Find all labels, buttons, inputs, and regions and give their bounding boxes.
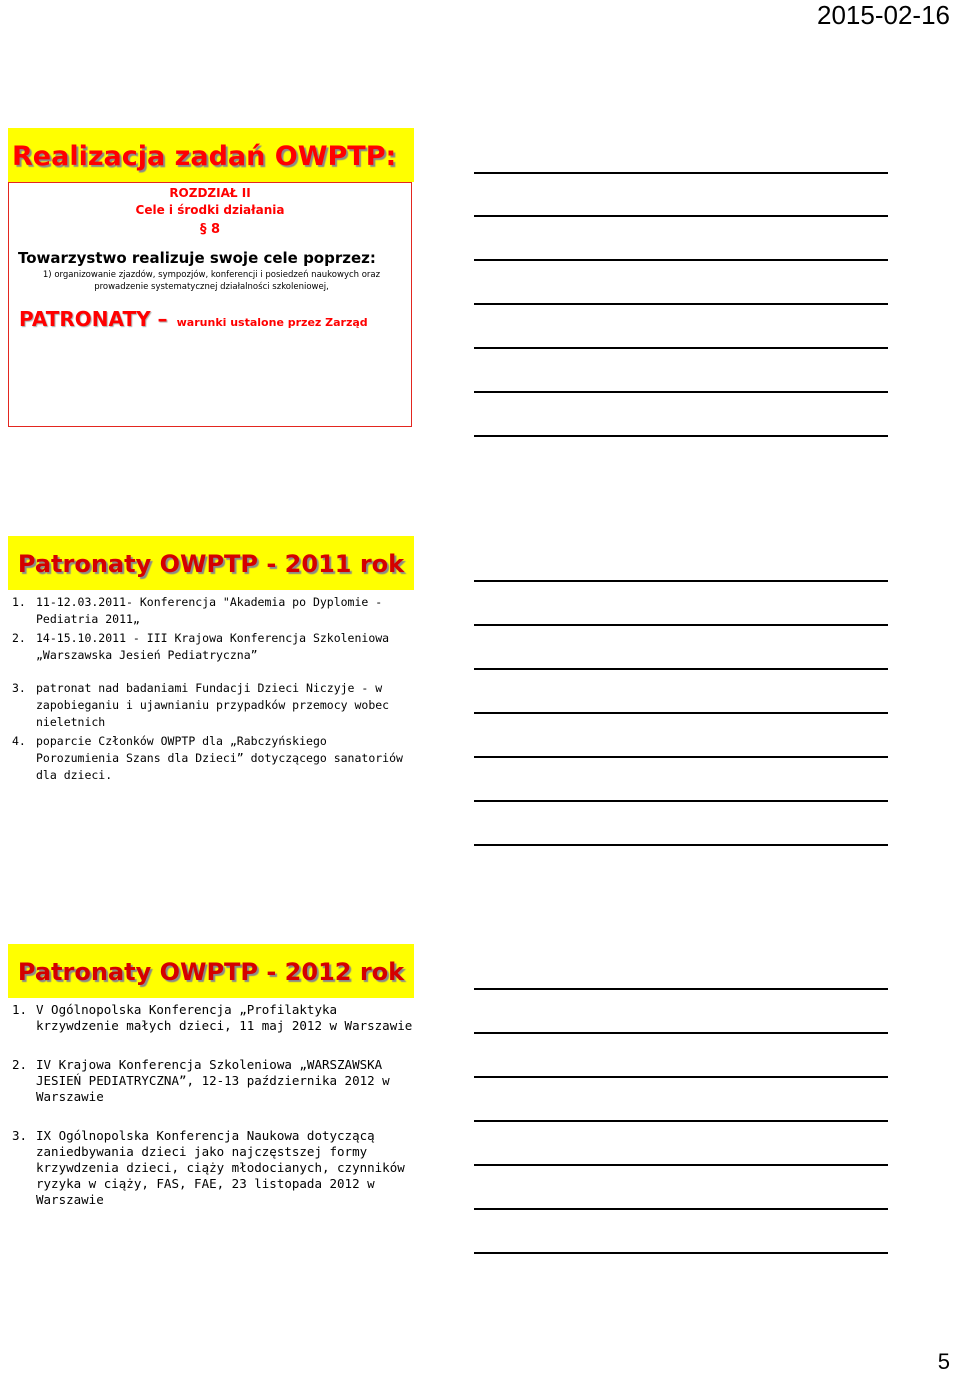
- note-line: [474, 1252, 888, 1254]
- chapter-heading: ROZDZIAŁ II: [169, 186, 251, 200]
- item-number: 3.: [12, 1128, 28, 1143]
- item-text: 11-12.03.2011- Konferencja "Akademia po Dyplomie - Pediatria 2011„: [36, 595, 383, 626]
- statute-item-line: prowadzenie systematycznej działalności szkoleniowej,: [94, 282, 329, 292]
- slide-patronaty-2012: [8, 944, 414, 1244]
- note-line: [474, 435, 888, 437]
- statute-item-line: 1) organizowanie zjazdów, sympozjów, konferencji i posiedzeń naukowych oraz: [42, 270, 381, 280]
- slide-content-box: [8, 182, 412, 427]
- note-line: [474, 668, 888, 670]
- item-text: IX Ogólnopolska Konferencja Naukowa dotyczącą zaniedbywania dzieci jako najczęstszej formy krzywdzenia dzieci, ciąży młodocianych, czynników ryzyka w ciąży, FAS, FAE, 23 listopada 2012 w Warszawie: [36, 1128, 405, 1207]
- list-item: [8, 1057, 414, 1105]
- note-line: [474, 712, 888, 714]
- patronaty-line: [19, 307, 411, 331]
- list-item: [8, 1002, 414, 1034]
- item-text: V Ogólnopolska Konferencja „Profilaktyka krzywdzenie małych dzieci, 11 maj 2012 w Warszawie: [36, 1002, 413, 1033]
- note-line: [474, 580, 888, 582]
- document-date: 2015-02-16: [817, 0, 950, 30]
- slide-title: Patronaty OWPTP - 2011 rok: [8, 536, 414, 590]
- patronaty-2012-list: [8, 1002, 414, 1231]
- note-line: [474, 844, 888, 846]
- list-item: [8, 733, 414, 784]
- item-number: 2.: [12, 1057, 28, 1072]
- note-line: [474, 303, 888, 305]
- note-line: [474, 624, 888, 626]
- paragraph-mark: § 8: [199, 222, 221, 237]
- note-line: [474, 347, 888, 349]
- list-item: [8, 1128, 414, 1208]
- slide-realizacja: [8, 128, 414, 428]
- slide-patronaty-2011: [8, 536, 414, 836]
- item-number: 3.: [12, 681, 26, 695]
- item-number: 1.: [12, 595, 26, 609]
- item-text: IV Krajowa Konferencja Szkoleniowa „WARSZAWSKA JESIEŃ PEDIATRYCZNA”, 12-13 października 2012 w Warszawie: [36, 1057, 390, 1104]
- page-number: 5: [937, 1349, 950, 1374]
- note-line: [474, 259, 888, 261]
- note-line: [474, 756, 888, 758]
- statute-heading: Towarzystwo realizuje swoje cele poprzez:: [18, 249, 376, 267]
- list-item: [8, 594, 414, 628]
- note-line: [474, 988, 888, 990]
- patronaty-2011-list: [8, 594, 414, 786]
- slide-title: Patronaty OWPTP - 2012 rok: [8, 944, 414, 998]
- note-line: [474, 172, 888, 174]
- note-line: [474, 1032, 888, 1034]
- item-text: patronat nad badaniami Fundacji Dzieci Niczyje - w zapobieganiu i ujawnianiu przypadków przemocy wobec nieletnich: [36, 681, 390, 729]
- list-item: [8, 630, 414, 664]
- note-line: [474, 800, 888, 802]
- note-line: [474, 391, 888, 393]
- item-number: 2.: [12, 631, 26, 645]
- patronaty-label: PATRONATY –: [19, 307, 168, 331]
- patronaty-note: warunki ustalone przez Zarząd: [176, 316, 368, 329]
- item-number: 4.: [12, 734, 26, 748]
- list-item: [8, 680, 414, 731]
- note-line: [474, 1120, 888, 1122]
- item-number: 1.: [12, 1002, 28, 1017]
- note-line: [474, 215, 888, 217]
- note-line: [474, 1208, 888, 1210]
- note-line: [474, 1076, 888, 1078]
- note-line: [474, 1164, 888, 1166]
- slide-title: Realizacja zadań OWPTP:: [8, 128, 414, 182]
- item-text: poparcie Członków OWPTP dla „Rabczyńskiego Porozumienia Szans dla Dzieci” dotyczącego sanatoriów dla dzieci.: [36, 734, 403, 782]
- chapter-subtitle: Cele i środki działania: [135, 203, 285, 217]
- item-text: 14-15.10.2011 - III Krajowa Konferencja Szkoleniowa „Warszawska Jesień Pediatryczna”: [36, 631, 390, 662]
